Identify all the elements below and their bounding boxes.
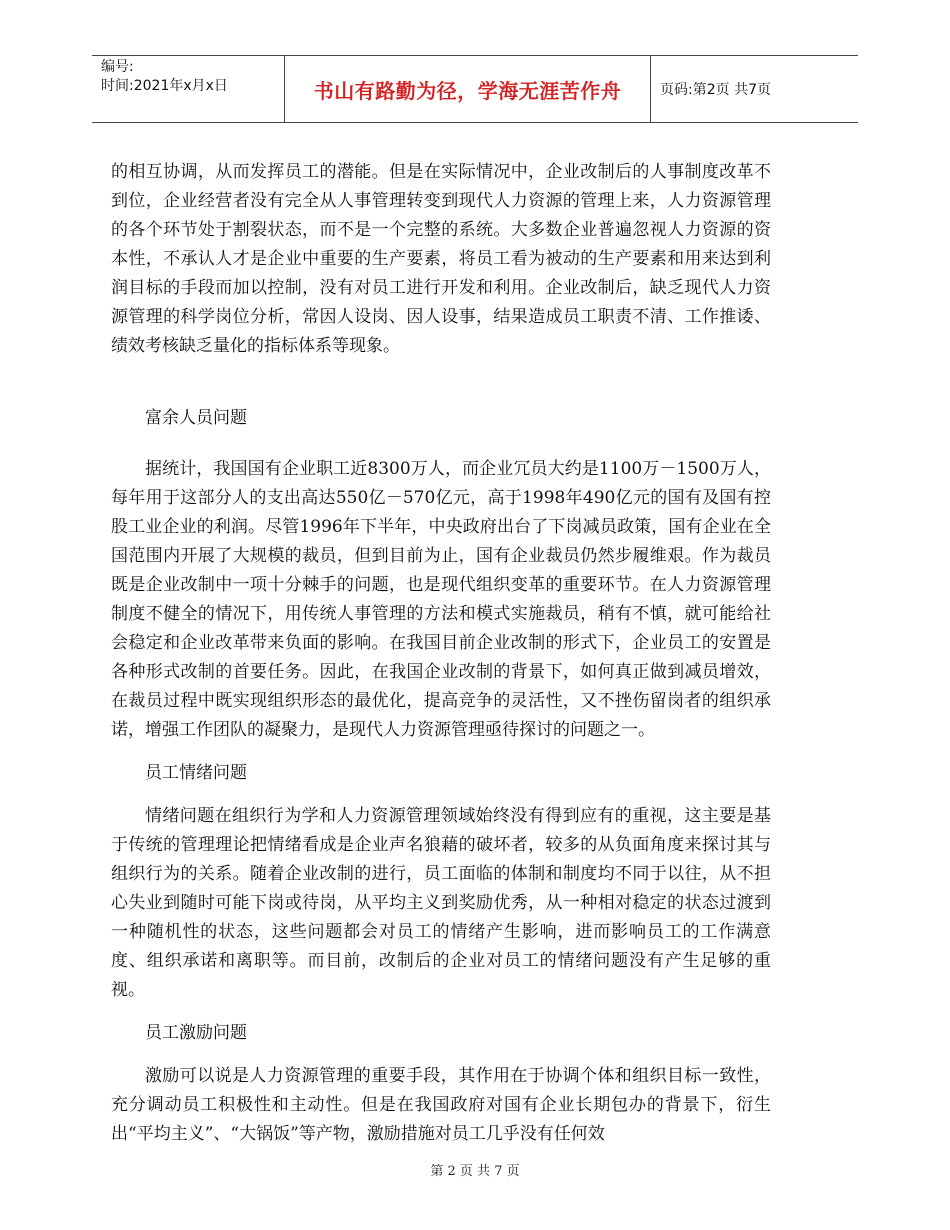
footer-page-number: 第 2 页 共 7 页 <box>430 1164 520 1179</box>
serial-label: 编号: <box>101 59 134 75</box>
time-label: 时间:2021年x月x日 <box>101 78 228 94</box>
body-paragraph: 激励可以说是人力资源管理的重要手段，其作用在于协调个体和组织目标一致性，充分调动员工积极性和主动性。但是在我国政府对国有企业长期包办的背景下，衍生出“平均主义”、“大锅饭”等产物，激励措施对员工几乎没有任何效 <box>111 1066 771 1144</box>
header-motto: 书山有路勤为径，学海无涯苦作舟 <box>285 56 651 122</box>
header-meta <box>92 56 285 122</box>
section-heading-surplus-staff: 富余人员问题 <box>145 408 247 428</box>
body-paragraph: 据统计，我国国有企业职工近8300万人，而企业冗员大约是1100万－1500万人，每年用于这部分人的支出高达550亿－570亿元，高于1998年490亿元的国有及国有控股工业企业的利润。尽管1996年下半年，中央政府出台了下岗减员政策，国有企业在全国范围内开展了大规模的裁员，但到目前为止，国有企业裁员仍然步履维艰。作为裁员既是企业改制中一项十分棘手的问题，也是现代组织变革的重要环节。在人力资源管理制度不健全的情况下，用传统人事管理的方法和模式实施裁员，稍有不慎，就可能给社会稳定和企业改革带来负面的影响。在我国目前企业改制的形式下，企业员工的安置是各种形式改制的首要任务。因此，在我国企业改制的背景下，如何真正做到减员增效，在裁员过程中既实现组织形态的最优化，提高竞争的灵活性，又不挫伤留岗者的组织承诺，增强工作团队的凝聚力，是现代人力资源管理亟待探讨的问题之一。 <box>111 459 771 740</box>
page-header <box>92 55 858 123</box>
body-paragraph: 的相互协调，从而发挥员工的潜能。但是在实际情况中，企业改制后的人事制度改革不到位，企业经营者没有完全从人事管理转变到现代人力资源的管理上来，人力资源管理的各个环节处于割裂状态，而不是一个完整的系统。大多数企业普遍忽视人力资源的资本性，不承认人才是企业中重要的生产要素，将员工看为被动的生产要素和用来达到利润目标的手段而加以控制，没有对员工进行开发和利用。企业改制后，缺乏现代人力资源管理的科学岗位分析，常因人设岗、因人设事，结果造成员工职责不清、工作推诿、绩效考核缺乏量化的指标体系等现象。 <box>111 162 771 356</box>
header-page-info: 页码:第2页 共7页 <box>660 82 771 98</box>
page-footer <box>0 1160 950 1179</box>
section-heading-employee-emotion: 员工情绪问题 <box>145 763 247 783</box>
body-paragraph: 情绪问题在组织行为学和人力资源管理领域始终没有得到应有的重视，这主要是基于传统的管理理论把情绪看成是企业声名狼藉的破坏者，较多的从负面角度来探讨其与组织行为的关系。随着企业改制的进行，员工面临的体制和制度均不同于以往，从不担心失业到随时可能下岗或待岗，从平均主义到奖励优秀，从一种相对稳定的状态过渡到一种随机性的状态，这些问题都会对员工的情绪产生影响，进而影响员工的工作满意度、组织承诺和离职等。而目前，改制后的企业对员工的情绪问题没有产生足够的重视。 <box>111 806 771 1000</box>
section-heading-employee-incentive: 员工激励问题 <box>145 1023 247 1043</box>
document-body <box>111 158 771 1149</box>
